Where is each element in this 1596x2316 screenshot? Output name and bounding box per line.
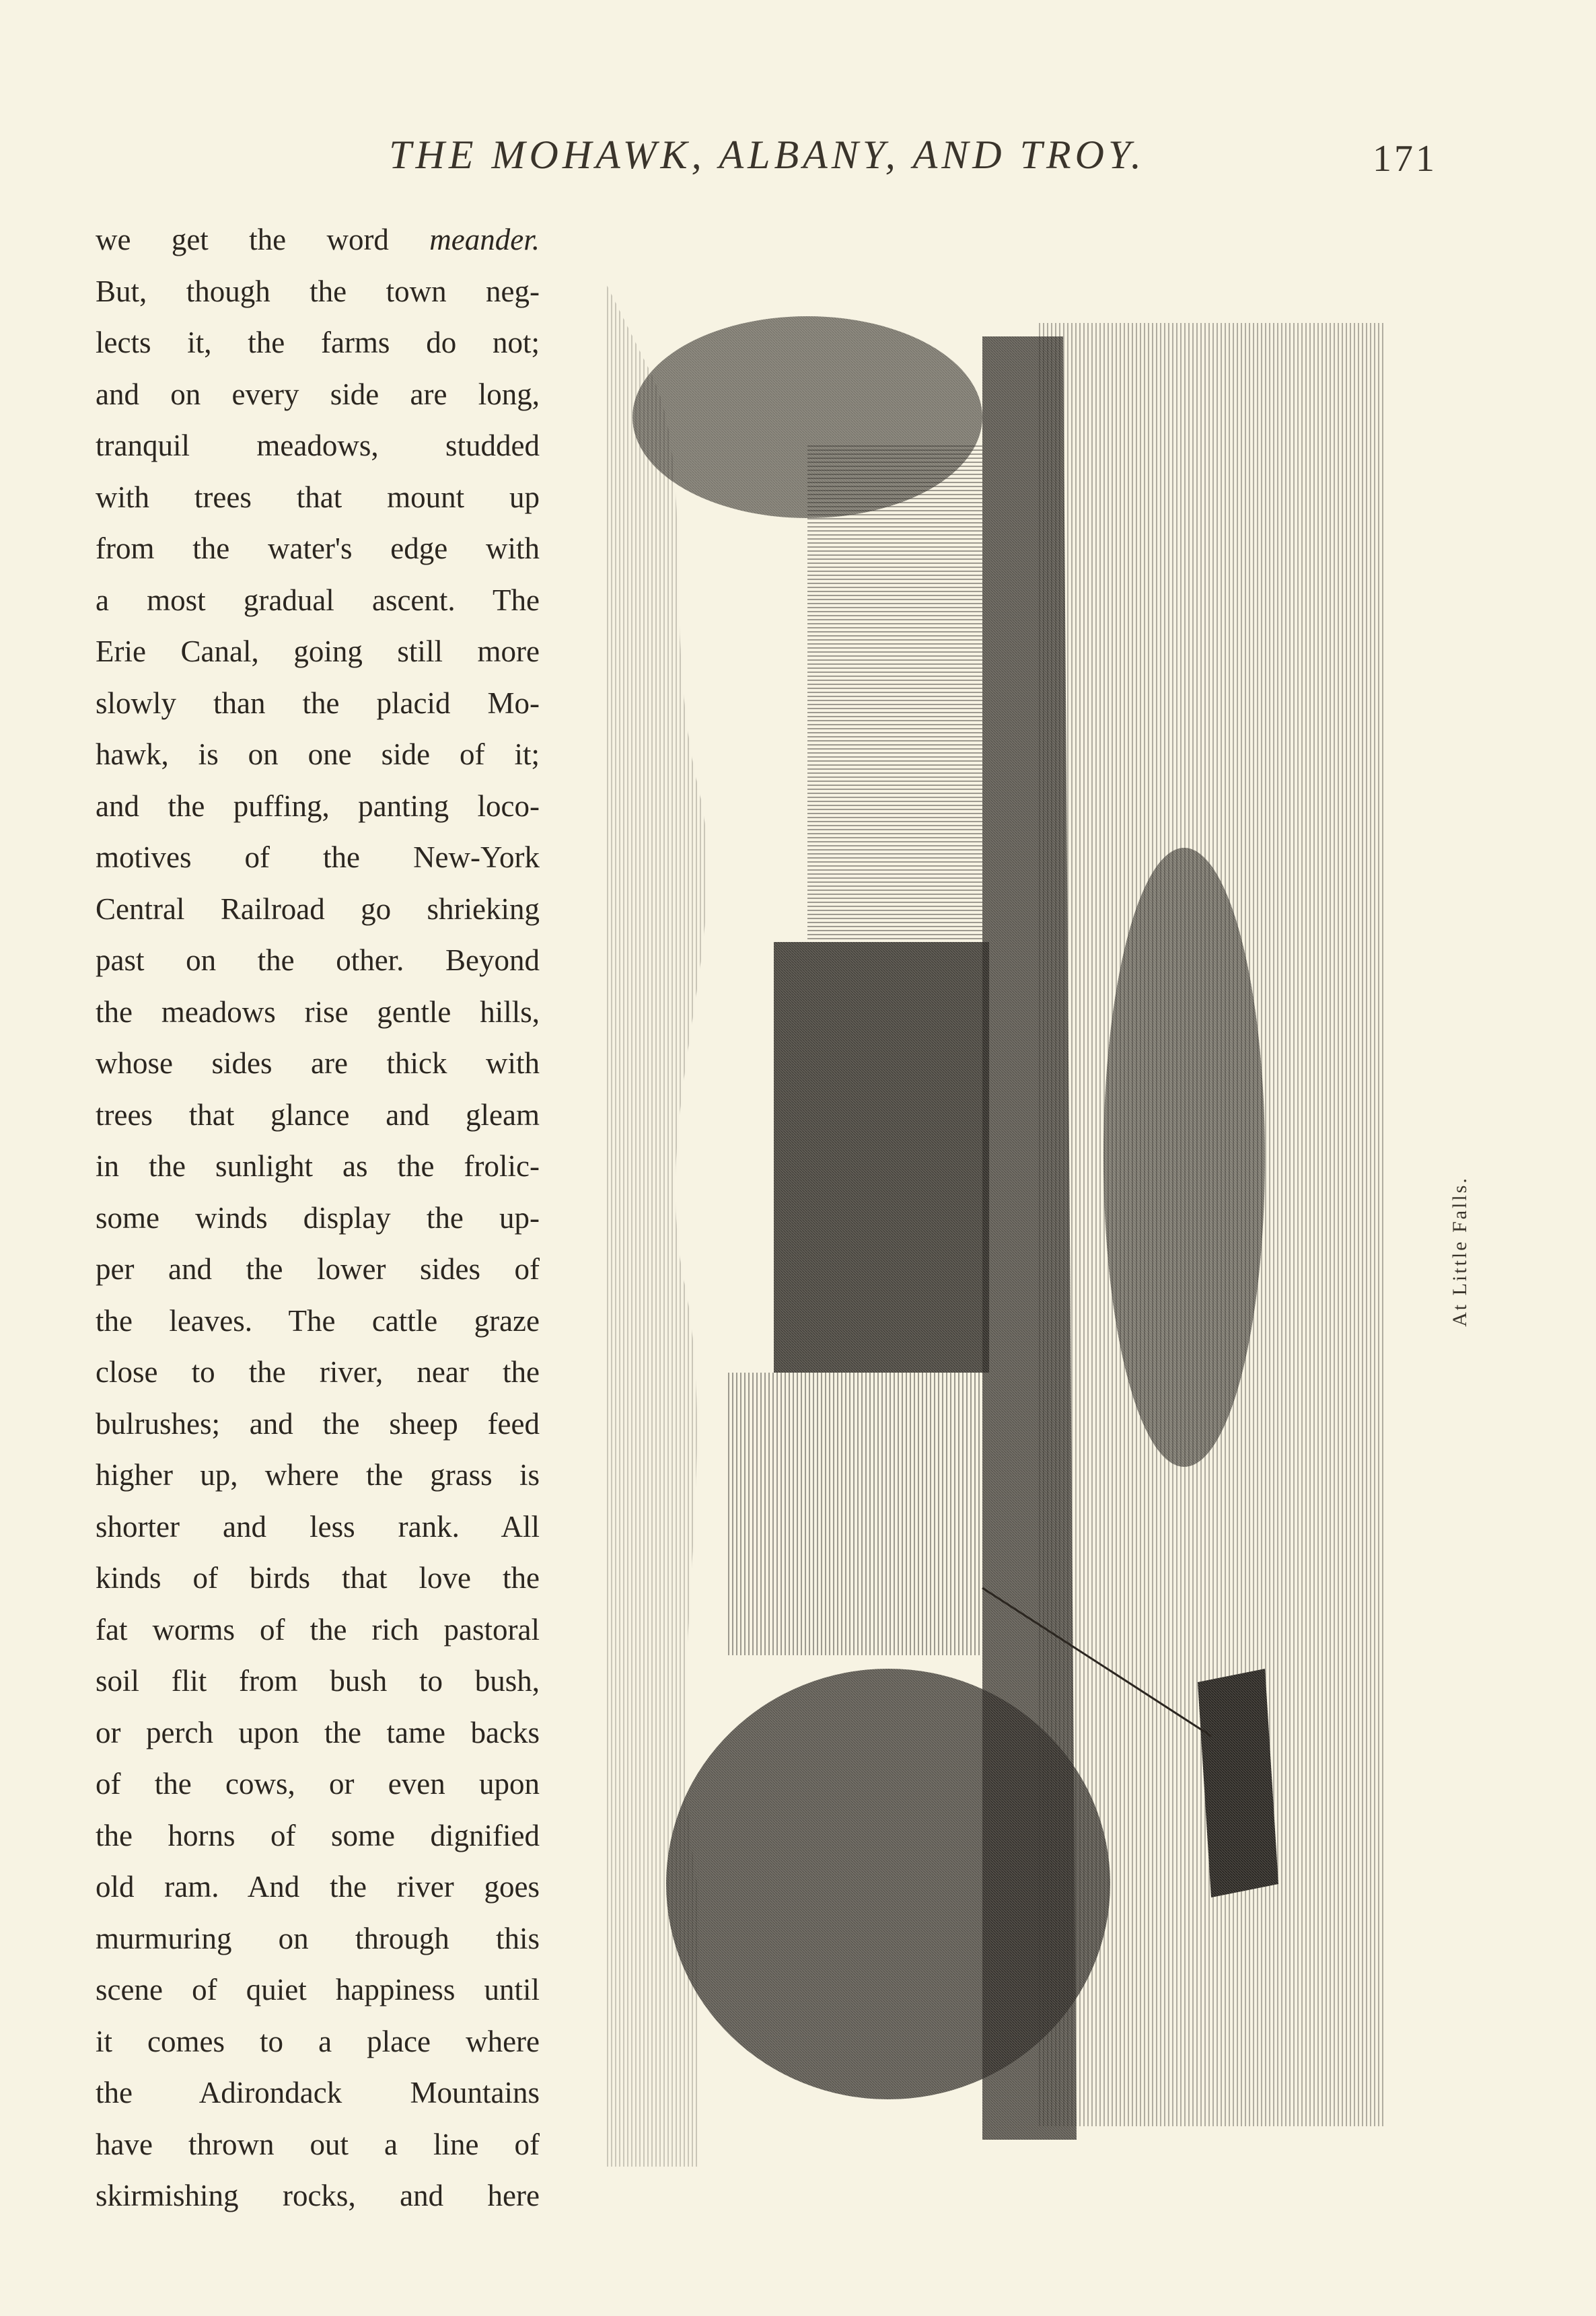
text-line [96,1449,540,1501]
text-line-content: trees that glance and gleam [96,1097,540,1132]
text-line-content: some winds display the up- [96,1200,540,1235]
text-line [96,883,540,935]
tree-cluster-bottom [666,1669,1110,2099]
text-line [96,472,540,523]
text-line [96,626,540,678]
text-line-content: But, though the town neg- [96,274,540,308]
text-line-content: the leaves. The cattle graze [96,1303,540,1338]
text-line [96,678,540,729]
text-line-content: murmuring on through this [96,1921,540,1955]
text-line-content: fat worms of the rich pastoral [96,1612,540,1646]
text-line-content: Erie Canal, going still more [96,635,540,668]
text-line [96,317,540,369]
text-line [96,1089,540,1141]
text-line-content: scene of quiet happiness until [96,1973,540,2006]
text-line-content: close to the river, near the [96,1355,540,1389]
text-line-content: tranquil meadows, studded [96,429,540,462]
text-line-content: the meadows rise gentle hills, [96,994,540,1029]
text-line-content: have thrown out a line of [96,2127,540,2161]
text-line-content: the Adirondack Mountains [96,2076,540,2109]
text-line-content: a most gradual ascent. The [96,583,540,617]
text-line [96,575,540,626]
text-line [96,2119,540,2171]
engraving-illustration [606,283,1400,2167]
text-line [96,1501,540,1553]
houses [727,1373,982,1655]
text-line [96,1295,540,1347]
text-line-content: motives of the New-York [96,840,540,874]
text-line-content: lects it, the farms do not; [96,326,540,359]
text-line-content: higher up, where the grass is [96,1458,540,1492]
text-line-content: the horns of some dignified [96,1818,540,1852]
text-line [96,214,540,266]
text-line [96,1243,540,1295]
text-line-content: slowly than the placid Mo- [96,686,540,720]
text-line-content: bulrushes; and the sheep feed [96,1406,540,1441]
body-text-column [96,214,540,2222]
text-line [96,2016,540,2068]
text-line [96,1861,540,1913]
text-line-content: kinds of birds that love the [96,1561,540,1595]
text-line [96,1038,540,1089]
text-line-content: and on every side are long, [96,377,540,411]
text-line [96,729,540,781]
text-line-content: we get the word [96,223,430,256]
text-line [96,1964,540,2016]
text-line-content: with trees that mount up [96,480,540,514]
text-line-content: in the sunlight as the frolic- [96,1149,540,1183]
text-line-content: hawk, is on one side of it; [96,737,540,771]
text-line [96,2170,540,2222]
text-line-content: skirmishing rocks, and here [96,2179,540,2212]
text-line [96,1758,540,1810]
text-line [96,781,540,832]
text-line-content: or perch upon the tame backs [96,1715,540,1749]
text-line [96,1913,540,1965]
page-number: 171 [1373,138,1437,180]
text-line-content: whose sides are thick with [96,1046,540,1080]
text-line [96,523,540,575]
text-line [96,1398,540,1450]
text-line-content: and the puffing, panting loco- [96,789,540,823]
text-line-content: soil flit from bush to bush, [96,1664,540,1698]
text-line [96,1810,540,1862]
text-line [96,1707,540,1759]
text-line-content: of the cows, or even upon [96,1767,540,1801]
tree-cluster-top [632,316,982,518]
text-line-content: per and the lower sides of [96,1252,540,1286]
text-line [96,266,540,318]
text-line [96,935,540,986]
text-line [96,2067,540,2119]
text-line-content: it comes to a place where [96,2024,540,2058]
text-line-content: Central Railroad go shrieking [96,892,540,926]
text-line [96,1552,540,1604]
mill-building [807,444,982,942]
text-line [96,369,540,421]
island [1103,848,1265,1467]
text-line [96,1604,540,1656]
running-head: THE MOHAWK, ALBANY, AND TROY. [389,133,1145,177]
text-line [96,986,540,1038]
text-line [96,1141,540,1192]
text-line-content: shorter and less rank. All [96,1509,540,1544]
text-line [96,1346,540,1398]
italic-word: meander. [429,223,540,256]
text-line [96,1192,540,1244]
text-line [96,420,540,472]
text-line-content: from the water's edge with [96,532,540,565]
text-line-content: past on the other. Beyond [96,943,540,977]
text-line [96,1655,540,1707]
text-line-content: old ram. And the river goes [96,1870,540,1904]
text-line [96,832,540,883]
boat [1198,1669,1278,1897]
caption-text: At Little Falls. [1449,1176,1471,1327]
illustration-caption [1440,1171,1480,1332]
mill-roof [774,942,989,1373]
